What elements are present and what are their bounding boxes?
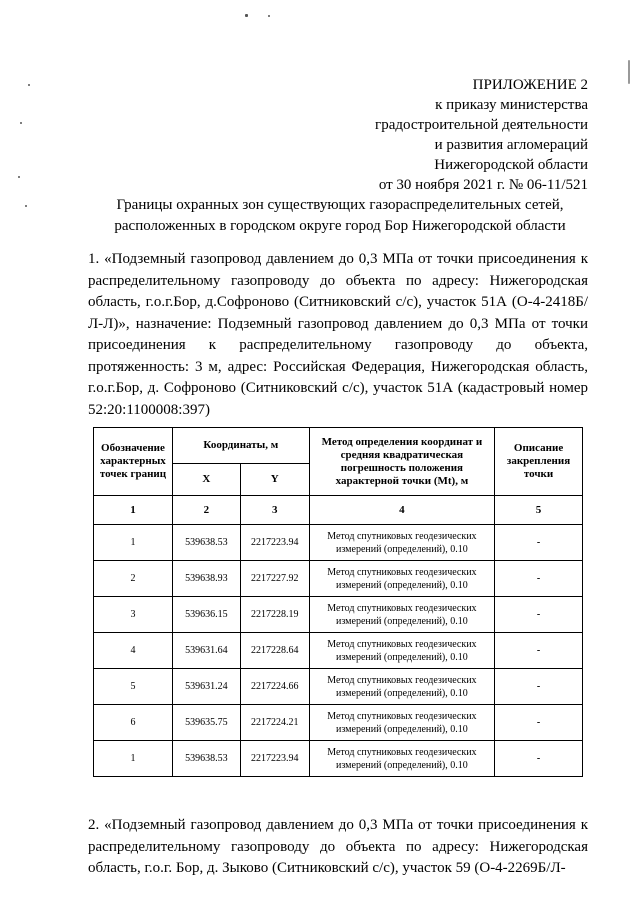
description-cell: -: [495, 561, 583, 597]
ministry-line: и развития агломераций: [434, 137, 588, 153]
table-header-row: [94, 428, 583, 464]
coord-x: 539636.15: [172, 597, 240, 633]
header-x: X: [172, 464, 240, 496]
coord-x: 539631.24: [172, 669, 240, 705]
coord-y: 2217223.94: [240, 525, 309, 561]
coord-y: 2217228.19: [240, 597, 309, 633]
column-number: 2: [172, 496, 240, 525]
table-row: [94, 561, 583, 597]
method-cell: Метод спутниковых геодезических измерений (определений), 0.10: [309, 669, 494, 705]
point-id: 5: [94, 669, 173, 705]
paragraph-2: 2. «Подземный газопровод давлением до 0,3 МПа от точки присоединения к распределительному газопроводу до объекта по адресу: Нижегородская область, г.о.г. Бор, д. Зыково (Ситниковский с/с), участок 59 (О-4-2269Б/Л-: [88, 817, 588, 876]
header-y: Y: [240, 464, 309, 496]
table-row: [94, 525, 583, 561]
coord-x: 539631.64: [172, 633, 240, 669]
table-row: [94, 633, 583, 669]
column-number: 1: [94, 496, 173, 525]
description-cell: -: [495, 705, 583, 741]
title-line: расположенных в городском округе город Бор Нижегородской области: [114, 218, 566, 234]
header-description: Описание закрепления точки: [495, 428, 583, 496]
header-designation: Обозначение характерных точек границ: [94, 428, 173, 496]
coord-x: 539638.93: [172, 561, 240, 597]
column-number: 3: [240, 496, 309, 525]
coord-y: 2217224.21: [240, 705, 309, 741]
scan-speck: [18, 176, 20, 178]
description-cell: -: [495, 669, 583, 705]
point-id: 3: [94, 597, 173, 633]
method-cell: Метод спутниковых геодезических измерений (определений), 0.10: [309, 525, 494, 561]
region-line: Нижегородской области: [434, 157, 588, 173]
appendix-label: ПРИЛОЖЕНИЕ 2: [472, 77, 588, 93]
column-number: 5: [495, 496, 583, 525]
scan-speck: [28, 84, 30, 86]
description-cell: -: [495, 597, 583, 633]
coord-y: 2217228.64: [240, 633, 309, 669]
table-row: [94, 669, 583, 705]
coord-y: 2217224.66: [240, 669, 309, 705]
description-cell: -: [495, 633, 583, 669]
coord-y: 2217223.94: [240, 741, 309, 777]
method-cell: Метод спутниковых геодезических измерений (определений), 0.10: [309, 633, 494, 669]
document-title: [90, 195, 590, 237]
paragraph-1: 1. «Подземный газопровод давлением до 0,3 МПа от точки присоединения к распределительному газопроводу до объекта по адресу: Нижегородская область, г.о.г.Бор, д.Софроново (Ситниковский с/с), участок 51А (О-4-2418Б/Л-Л)», назначение: Подземный газопровод давлением до 0,3 МПа от точки присоединения к распределительному газопроводу до объекта, протяженность: 3 м, адрес: Российская Федерация, Нижегородская область, г.о.г.Бор, д. Софроново (Ситниковский с/с), участок 51А (кадастровый номер 52:20:1100008:397): [88, 251, 588, 418]
table-row: [94, 741, 583, 777]
description-cell: -: [495, 525, 583, 561]
coord-x: 539638.53: [172, 741, 240, 777]
method-cell: Метод спутниковых геодезических измерений (определений), 0.10: [309, 597, 494, 633]
point-id: 1: [94, 525, 173, 561]
column-number: 4: [309, 496, 494, 525]
coord-x: 539635.75: [172, 705, 240, 741]
header-coordinates: Координаты, м: [172, 428, 309, 464]
appendix-header: [288, 75, 588, 195]
order-ref-line: к приказу министерства: [435, 97, 588, 113]
title-line: Границы охранных зон существующих газораспределительных сетей,: [116, 197, 564, 213]
table-row: [94, 705, 583, 741]
scan-edge-mark: [628, 60, 630, 84]
point-id: 1: [94, 741, 173, 777]
header-method: Метод определения координат и средняя квадратическая погрешность положения характерной точки (Mt), м: [309, 428, 494, 496]
order-date-line: от 30 ноября 2021 г. № 06-11/521: [378, 177, 588, 193]
description-cell: -: [495, 741, 583, 777]
scan-speck: [245, 14, 248, 17]
point-id: 6: [94, 705, 173, 741]
coord-x: 539638.53: [172, 525, 240, 561]
column-number-row: [94, 496, 583, 525]
scan-speck: [268, 15, 270, 17]
table-row: [94, 597, 583, 633]
method-cell: Метод спутниковых геодезических измерений (определений), 0.10: [309, 705, 494, 741]
coordinates-table: [93, 427, 583, 777]
point-id: 2: [94, 561, 173, 597]
method-cell: Метод спутниковых геодезических измерений (определений), 0.10: [309, 741, 494, 777]
point-id: 4: [94, 633, 173, 669]
scan-speck: [20, 122, 22, 124]
ministry-line: градостроительной деятельности: [375, 117, 588, 133]
coord-y: 2217227.92: [240, 561, 309, 597]
method-cell: Метод спутниковых геодезических измерений (определений), 0.10: [309, 561, 494, 597]
scan-speck: [25, 205, 27, 207]
